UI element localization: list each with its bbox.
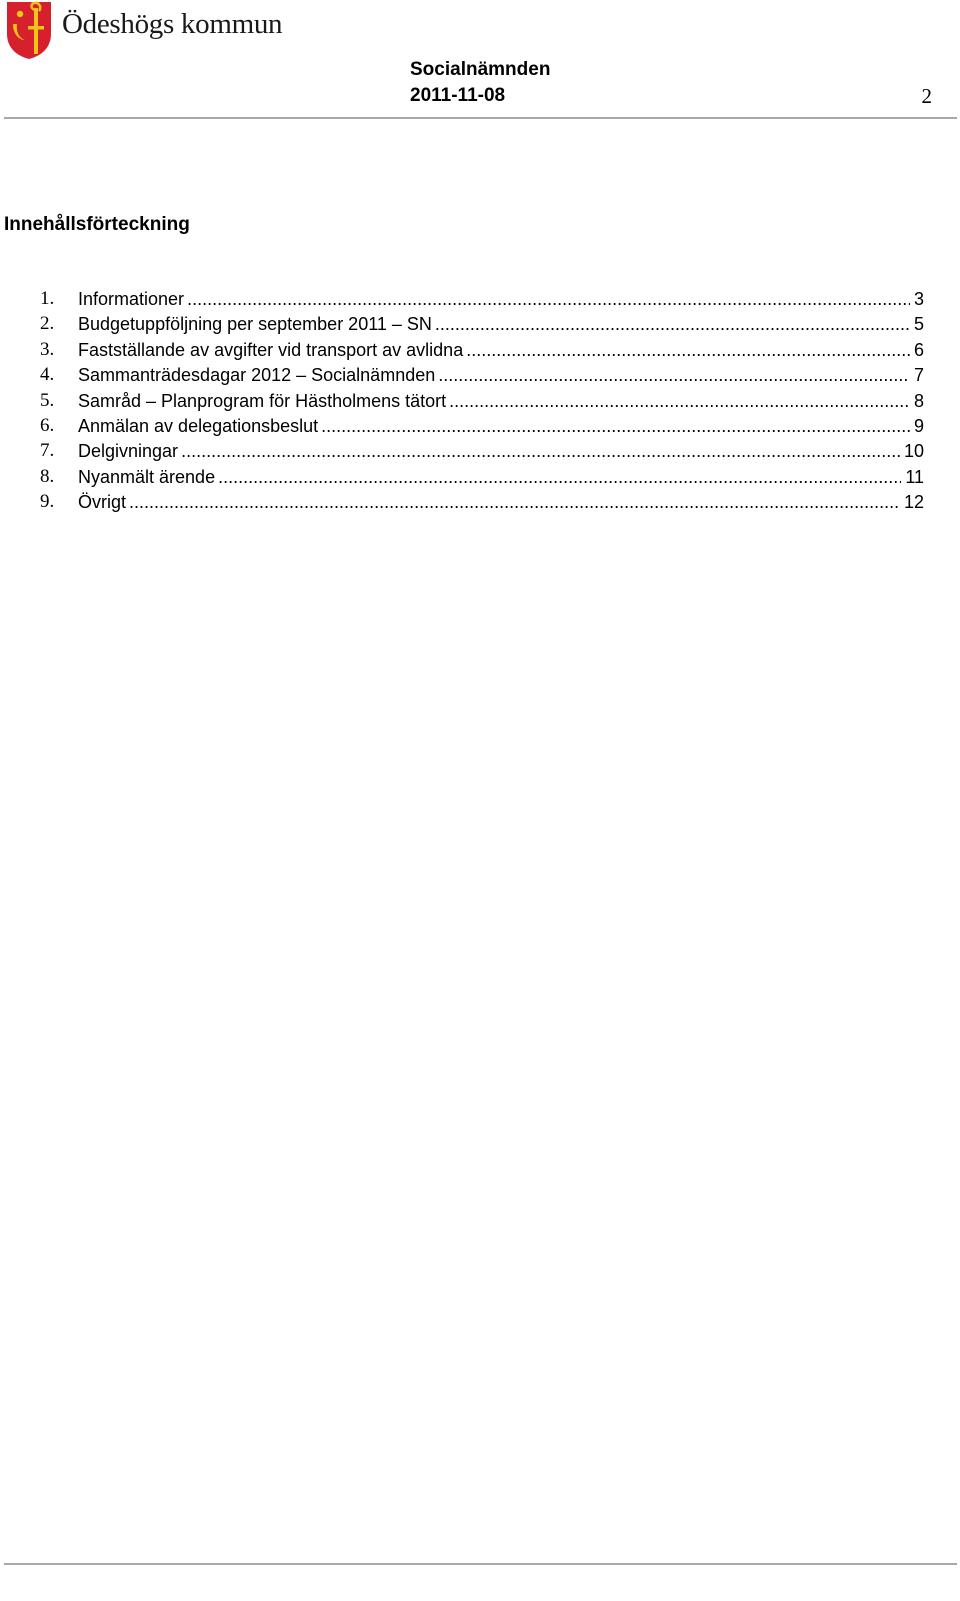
toc-entry-title[interactable]: Övrigt — [78, 492, 127, 513]
toc-entry[interactable] — [0, 288, 960, 313]
toc-entry-title[interactable]: Budgetuppföljning per september 2011 – SN — [78, 314, 432, 335]
toc-dot-leader — [435, 313, 910, 335]
toc-entry-title[interactable]: Samråd – Planprogram för Hästholmens tätort — [78, 390, 447, 411]
table-of-contents — [0, 288, 960, 517]
page-number: 2 — [921, 84, 932, 108]
toc-dot-leader — [449, 390, 910, 412]
footer-divider — [4, 1563, 957, 1565]
toc-entry-title[interactable]: Fastställande av avgifter vid transport av avlidna — [78, 339, 464, 360]
toc-dot-leader — [438, 364, 910, 386]
toc-dot-leader — [181, 440, 900, 462]
toc-entry-number: 7. — [40, 440, 55, 462]
toc-entry-number: 4. — [40, 364, 55, 386]
toc-entry-page[interactable]: 6 — [913, 339, 924, 360]
toc-dot-leader — [466, 339, 910, 361]
toc-entry-page[interactable]: 8 — [913, 390, 924, 411]
toc-entry-page[interactable]: 5 — [913, 314, 924, 335]
header-divider — [4, 117, 957, 119]
toc-entry[interactable] — [0, 466, 960, 491]
toc-entry-title[interactable]: Informationer — [78, 289, 185, 309]
toc-entry[interactable] — [0, 390, 960, 415]
toc-entry-number: 6. — [40, 414, 55, 436]
toc-entry-number: 9. — [40, 491, 55, 513]
toc-entry-number: 1. — [40, 288, 55, 309]
toc-entry[interactable] — [0, 415, 960, 440]
toc-entry-page[interactable]: 12 — [903, 492, 924, 513]
toc-entry-page[interactable]: 7 — [913, 365, 924, 386]
toc-entry-number: 8. — [40, 465, 55, 487]
department-name: Socialnämnden — [410, 59, 551, 80]
meeting-date: 2011-11-08 — [410, 85, 506, 106]
municipality-name: Ödeshögs kommun — [62, 8, 283, 40]
toc-entry[interactable] — [0, 491, 960, 516]
toc-entry[interactable] — [0, 339, 960, 364]
toc-entry-number: 5. — [40, 389, 55, 411]
toc-heading: Innehållsförteckning — [4, 214, 190, 235]
toc-entry-page[interactable]: 10 — [903, 441, 924, 462]
toc-entry-title[interactable]: Delgivningar — [78, 441, 179, 462]
toc-entry-title[interactable]: Sammanträdesdagar 2012 – Socialnämnden — [78, 365, 436, 386]
toc-entry-title[interactable]: Nyanmält ärende — [78, 466, 216, 487]
toc-entry-number: 3. — [40, 338, 55, 360]
toc-entry[interactable] — [0, 364, 960, 389]
toc-entry-number: 2. — [40, 313, 55, 335]
municipal-coat-of-arms-icon — [5, 0, 53, 60]
toc-dot-leader — [129, 491, 900, 513]
toc-entry-page[interactable]: 9 — [913, 415, 924, 436]
toc-entry-page[interactable]: 3 — [913, 289, 924, 309]
toc-entry-page[interactable]: 11 — [905, 466, 924, 487]
page-header — [0, 0, 960, 120]
toc-entry[interactable] — [0, 440, 960, 465]
toc-dot-leader — [187, 288, 910, 310]
toc-entry[interactable] — [0, 313, 960, 338]
toc-dot-leader — [218, 466, 901, 488]
toc-dot-leader — [321, 415, 910, 437]
toc-entry-title[interactable]: Anmälan av delegationsbeslut — [78, 415, 319, 436]
